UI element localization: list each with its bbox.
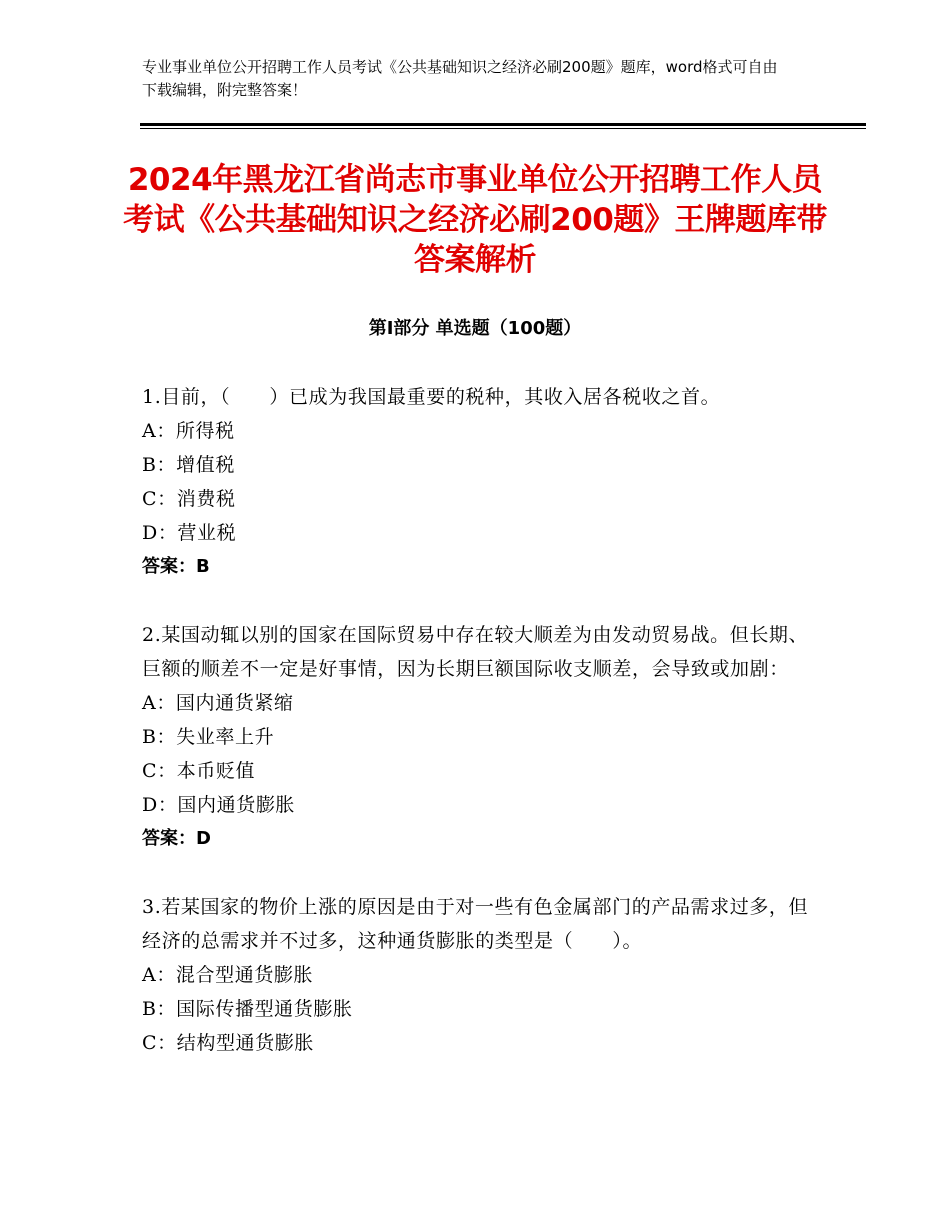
option-c: C：结构型通货膨胀 xyxy=(142,1032,314,1054)
option-c: C：本币贬值 xyxy=(142,760,256,782)
option-a: A：混合型通货膨胀 xyxy=(142,964,314,986)
option-d: D：营业税 xyxy=(142,522,237,544)
section-title: 第Ⅰ部分 单选题（100题） xyxy=(368,318,582,339)
option-a: A：国内通货紧缩 xyxy=(142,692,294,714)
question-stem: 3.若某国家的物价上涨的原因是由于对一些有色金属部门的产品需求过多，但经济的总需求并不过多，这种通货膨胀的类型是（ ）。 xyxy=(142,896,809,952)
option-b: B：国际传播型通货膨胀 xyxy=(142,998,353,1020)
option-b: B：增值税 xyxy=(142,454,235,476)
question-3 xyxy=(142,890,812,1060)
question-2 xyxy=(142,618,812,856)
header-rule-thick xyxy=(140,123,866,126)
header-rule-thin xyxy=(140,128,866,129)
question-stem: 2.某国动辄以别的国家在国际贸易中存在较大顺差为由发动贸易战。但长期、巨额的顺差不一定是好事情，因为长期巨额国际收支顺差，会导致或加剧： xyxy=(142,624,809,680)
question-1 xyxy=(142,380,812,584)
option-a: A：所得税 xyxy=(142,420,235,442)
answer: 答案：D xyxy=(142,828,211,849)
header-note: 专业事业单位公开招聘工作人员考试《公共基础知识之经济必刷200题》题库，word格式可自由下载编辑，附完整答案！ xyxy=(142,58,778,99)
document-title: 2024年黑龙江省尚志市事业单位公开招聘工作人员考试《公共基础知识之经济必刷200题》王牌题库带答案解析 xyxy=(123,162,827,278)
answer: 答案：B xyxy=(142,556,210,577)
option-d: D：国内通货膨胀 xyxy=(142,794,296,816)
option-c: C：消费税 xyxy=(142,488,236,510)
question-list xyxy=(142,380,812,1094)
option-b: B：失业率上升 xyxy=(142,726,275,748)
question-stem: 1.目前，（ ）已成为我国最重要的税种，其收入居各税收之首。 xyxy=(142,386,721,408)
